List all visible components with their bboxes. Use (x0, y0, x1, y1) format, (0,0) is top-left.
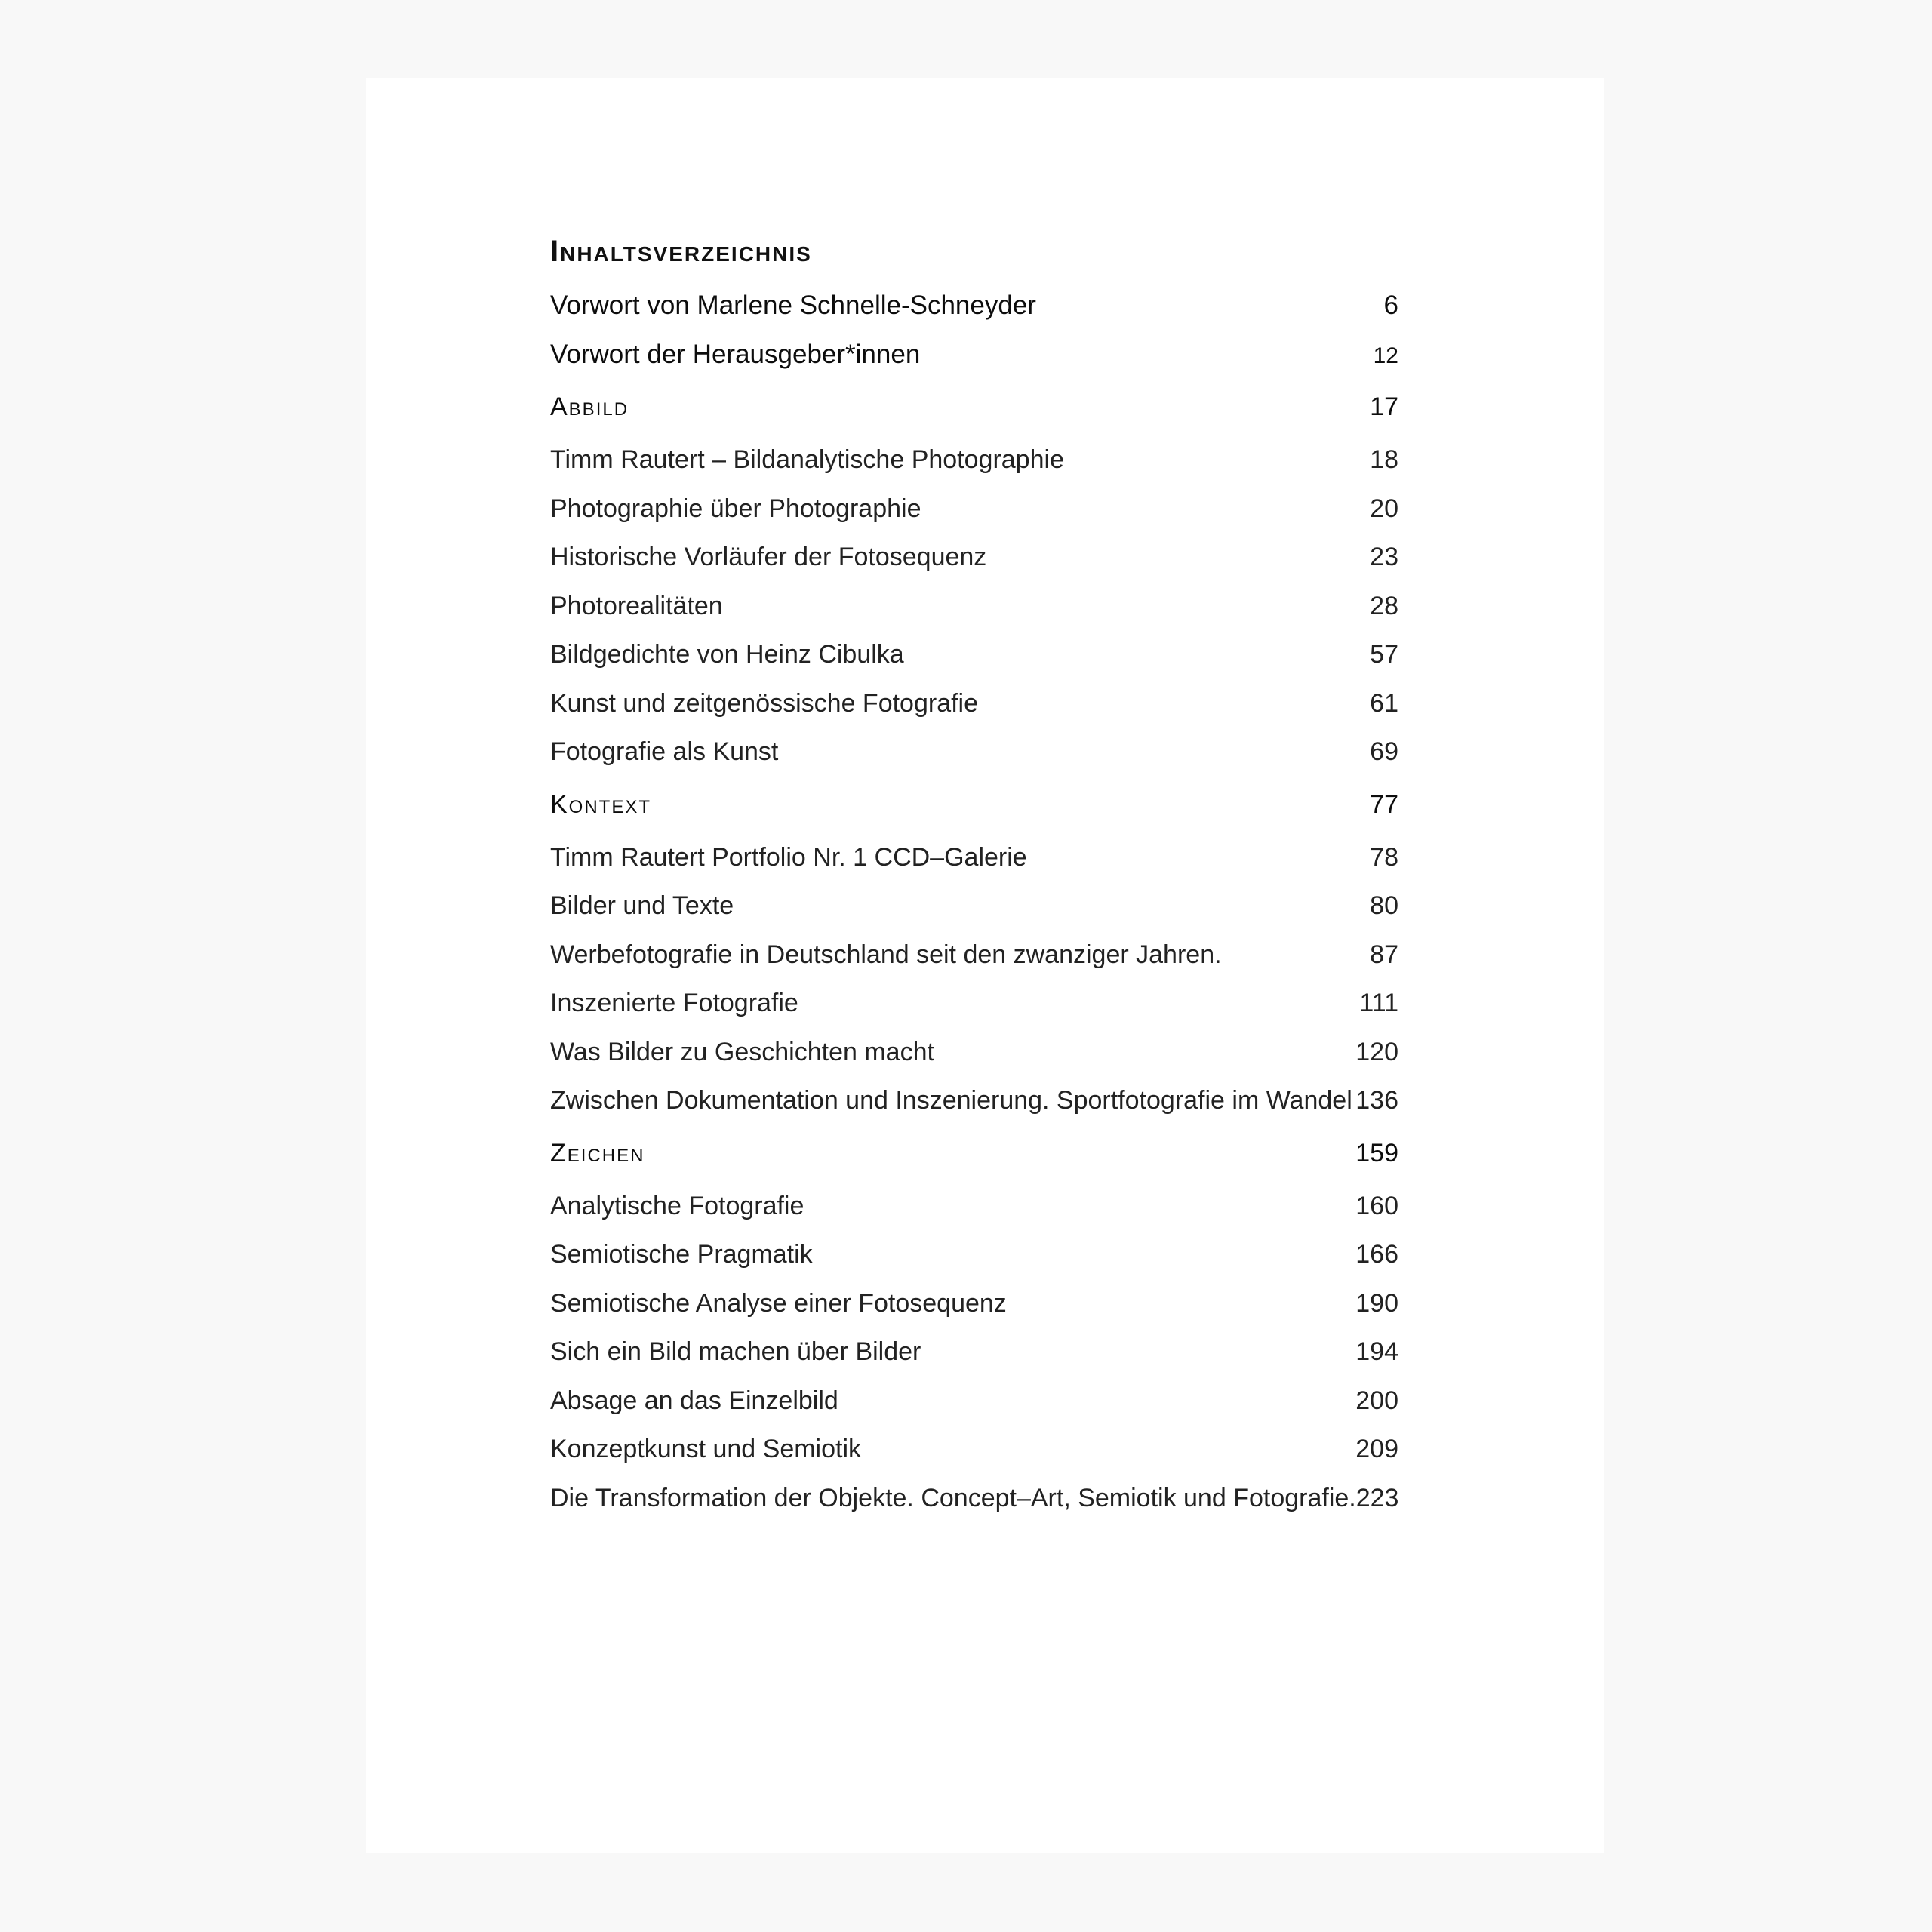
toc-entry-label: Werbefotografie in Deutschland seit den zwanziger Jahren. (550, 940, 1222, 969)
toc-entry-label: Timm Rautert Portfolio Nr. 1 CCD–Galerie (550, 842, 1027, 872)
toc-entry-page: 87 (1370, 940, 1398, 969)
toc-preface-entry[interactable] (550, 281, 1398, 331)
toc-preface-entry[interactable] (550, 331, 1398, 380)
toc-entry-label: Historische Vorläufer der Fotosequenz (550, 543, 987, 571)
toc-section-title: Abbild (550, 392, 629, 421)
toc-entry-page: 61 (1370, 688, 1398, 718)
toc-entry-page: 111 (1359, 989, 1398, 1017)
toc-entry-label: Timm Rautert – Bildanalytische Photographie (550, 445, 1064, 474)
toc-entry-page: 69 (1370, 737, 1398, 766)
toc-entry-page: 28 (1370, 591, 1398, 620)
toc-section-heading[interactable] (550, 777, 1398, 833)
toc-entry-page: 12 (1373, 343, 1398, 368)
toc-entry[interactable] (550, 582, 1398, 631)
toc-section-title: Zeichen (550, 1138, 645, 1168)
toc-entry-label: Vorwort von Marlene Schnelle-Schneyder (550, 291, 1036, 320)
toc-entry-page: 190 (1355, 1288, 1398, 1318)
toc-entry-label: Die Transformation der Objekte. Concept–Art, Semiotik und Fotografie. (550, 1483, 1356, 1512)
toc-entry-label: Fotografie als Kunst (550, 737, 779, 766)
toc-entry[interactable] (550, 1230, 1398, 1279)
toc-entry[interactable] (550, 1076, 1398, 1125)
toc-entry-label: Konzeptkunst und Semiotik (550, 1435, 862, 1463)
toc-entry[interactable] (550, 1279, 1398, 1328)
toc-entry-page: 194 (1355, 1337, 1398, 1366)
toc-entry-label: Analytische Fotografie (550, 1191, 804, 1220)
toc-entry[interactable] (550, 533, 1398, 582)
toc-entry-page: 78 (1370, 842, 1398, 872)
toc-entry-label: Semiotische Pragmatik (550, 1240, 813, 1269)
toc-section-page: 77 (1370, 789, 1398, 819)
toc-entry[interactable] (550, 931, 1398, 980)
toc-title: Inhaltsverzeichnis (550, 235, 812, 268)
toc-entry[interactable] (550, 1474, 1398, 1523)
toc-entry[interactable] (550, 435, 1398, 485)
toc-entry-page: 223 (1355, 1483, 1399, 1512)
toc-section-heading[interactable] (550, 1125, 1398, 1182)
toc-entry-label: Was Bilder zu Geschichten macht (550, 1037, 934, 1066)
toc-entry-page: 120 (1355, 1037, 1398, 1066)
toc-entry-label: Photorealitäten (550, 591, 723, 620)
toc-entry[interactable] (550, 1327, 1398, 1377)
toc-entry[interactable] (550, 1028, 1398, 1077)
toc-entry[interactable] (550, 979, 1398, 1028)
toc-entry-label: Kunst und zeitgenössische Fotografie (550, 688, 979, 718)
toc-entry-label: Photographie über Photographie (550, 494, 921, 523)
toc-entry-page: 166 (1355, 1240, 1398, 1269)
toc-section-title: Kontext (550, 789, 652, 819)
toc-entry[interactable] (550, 1377, 1398, 1426)
toc-entry-label: Vorwort der Herausgeber*innen (550, 339, 921, 369)
toc-section-page: 159 (1355, 1138, 1398, 1168)
toc-entry-label: Inszenierte Fotografie (550, 989, 798, 1017)
toc-entry[interactable] (550, 728, 1398, 777)
toc-section-heading[interactable] (550, 379, 1398, 435)
toc-entry-page: 18 (1370, 445, 1398, 474)
toc-entry-label: Zwischen Dokumentation und Inszenierung. Sportfotografie im Wandel (550, 1086, 1352, 1115)
toc-entry-page: 80 (1370, 891, 1398, 920)
toc-entry[interactable] (550, 1425, 1398, 1474)
table-of-contents (550, 221, 1398, 1522)
toc-entry-label: Sich ein Bild machen über Bilder (550, 1337, 921, 1366)
toc-entry-page: 136 (1355, 1086, 1398, 1115)
toc-entry-page: 160 (1355, 1191, 1398, 1220)
toc-entry-page: 6 (1383, 291, 1398, 320)
toc-entry[interactable] (550, 1182, 1398, 1231)
toc-entry[interactable] (550, 630, 1398, 679)
toc-entry[interactable] (550, 679, 1398, 728)
toc-section-page: 17 (1370, 392, 1398, 421)
toc-entry-page: 209 (1355, 1435, 1398, 1463)
toc-entry[interactable] (550, 881, 1398, 931)
toc-entry-label: Semiotische Analyse einer Fotosequenz (550, 1288, 1007, 1318)
toc-entry-page: 20 (1370, 494, 1398, 523)
toc-entry[interactable] (550, 485, 1398, 534)
toc-entry-page: 57 (1370, 640, 1398, 669)
book-page (366, 78, 1604, 1853)
toc-entry-page: 23 (1370, 543, 1398, 571)
toc-entry-label: Bildgedichte von Heinz Cibulka (550, 640, 904, 669)
toc-entry[interactable] (550, 833, 1398, 882)
toc-entry-page: 200 (1355, 1386, 1398, 1415)
toc-entry-label: Absage an das Einzelbild (550, 1386, 838, 1415)
toc-entry-label: Bilder und Texte (550, 891, 734, 920)
